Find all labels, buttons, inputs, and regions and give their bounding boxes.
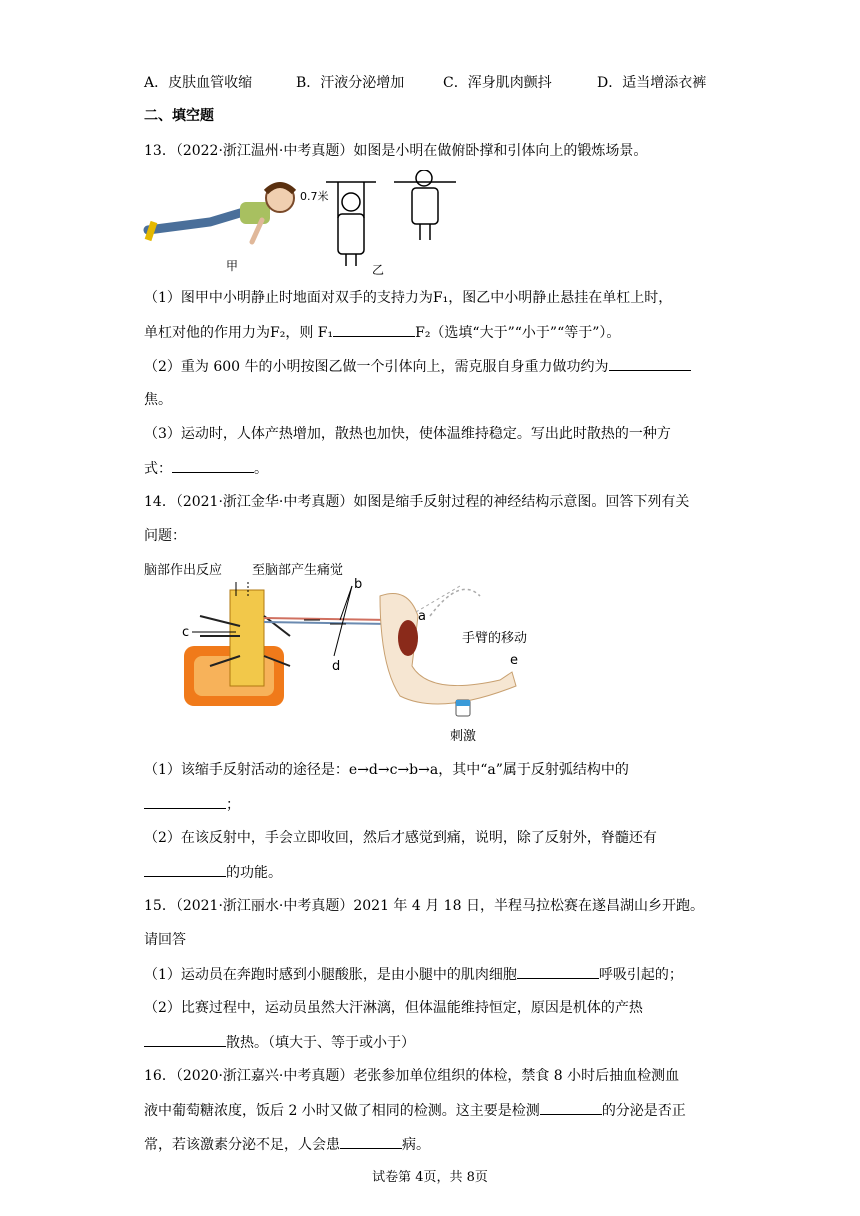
q16-blank-1[interactable] [540,1100,602,1115]
q14-p1-line1: （1）该缩手反射活动的途径是：e→d→c→b→a，其中“a”属于反射弧结构中的 [144,762,629,778]
pullup-figure-1 [326,182,376,266]
q13-blank-3[interactable] [172,458,254,473]
q15-p2-text: 散热。（填大于、等于或小于） [226,1035,415,1051]
q16-stem-line2 [144,1100,686,1121]
fig-label-c: c [182,625,190,640]
q13-p1-text-b: F₂（选填“大于”“小于”“等于”）。 [415,325,621,341]
fig-brain-response: 脑部作出反应 [144,563,223,578]
label-yi: 乙 [372,263,385,277]
fig-arm-move: 手臂的移动 [462,631,528,646]
q15-p2-line2 [144,1032,415,1053]
option-a: A．皮肤血管收缩 [144,75,253,91]
q14-p2-line1: （2）在该反射中，手会立即收回，然后才感觉到痛，说明，除了反射外，脊髓还有 [144,830,657,846]
q14-blank-2[interactable] [144,862,226,877]
q14-blank-1[interactable] [144,794,226,809]
section-title: 二、填空题 [144,108,214,124]
q15-p1 [144,964,683,985]
q13-p3-line1: （3）运动时，人体产热增加，散热也加快，使体温维持稳定。写出此时散热的一种方 [144,426,671,442]
label-jia: 甲 [226,259,239,273]
pullup-figure-2 [394,170,456,240]
page-footer: 试卷第 4页，共 8页 [372,1170,488,1185]
fig-label-d: d [332,659,341,674]
q13-stem: 13．（2022·浙江温州·中考真题）如图是小明在做俯卧撑和引体向上的锻炼场景。 [144,143,648,159]
q16-text-d: 病。 [402,1137,430,1153]
q16-text-c: 常，若该激素分泌不足，人会患 [144,1137,340,1153]
q16-blank-2[interactable] [340,1134,402,1149]
fig-label-e: e [510,653,518,668]
q16-text-a: 液中葡萄糖浓度，饭后 2 小时又做了相同的检测。这主要是检测 [144,1103,540,1119]
q13-p1-line2 [144,322,620,343]
q13-blank-1[interactable] [333,322,415,337]
q15-stem-line1: 15．（2021·浙江丽水·中考真题）2021 年 4 月 18 日，半程马拉松赛在遂昌湖山乡开跑。 [144,898,704,914]
height-label: 0.7米 [300,190,329,203]
q14-p1-text: ； [226,797,240,813]
q13-figure [140,170,470,280]
q14-reflex-figure [140,556,560,748]
q15-p1-text-b: 呼吸引起的； [598,967,683,983]
q13-p2-text: （2）重为 600 牛的小明按图乙做一个引体向上，需克服自身重力做功约为 [144,359,609,375]
spinal-cord-illustration [184,590,290,706]
q13-p3-line2 [144,458,268,479]
q13-p3-text-a: 式： [144,461,172,477]
q15-p2-line1: （2）比赛过程中，运动员虽然大汗淋漓，但体温能维持恒定，原因是机体的产热 [144,1000,643,1016]
q13-p2-line2: 焦。 [144,392,172,408]
q13-p2-line1 [144,356,691,377]
option-b: B．汗液分泌增加 [296,75,405,91]
q13-p3-text-b: 。 [254,461,268,477]
q14-p2-line2 [144,862,282,883]
fig-to-brain: 至脑部产生痛觉 [252,563,344,578]
q16-stem-line1: 16．（2020·浙江嘉兴·中考真题）老张参加单位组织的体检，禁食 8 小时后抽血检测血 [144,1068,680,1084]
q15-blank-2[interactable] [144,1032,226,1047]
q14-p2-text: 的功能。 [226,865,282,881]
q13-p1-line1: （1）图甲中小明静止时地面对双手的支持力为F₁，图乙中小明静止悬挂在单杠上时， [144,290,673,306]
option-c: C．浑身肌肉颤抖 [443,75,552,91]
option-d: D．适当增添衣裤 [597,75,707,91]
pushup-person-illustration [148,184,294,242]
q14-p1-line2 [144,794,240,815]
q13-p1-text-a: 单杠对他的作用力为F₂，则 F₁ [144,325,334,341]
q16-text-b: 的分泌是否正 [601,1103,686,1119]
q15-blank-1[interactable] [517,964,599,979]
q15-p1-text-a: （1）运动员在奔跑时感到小腿酸胀，是由小腿中的肌肉细胞 [144,967,517,983]
fig-label-b: b [354,577,363,592]
fig-label-a: a [418,609,426,624]
cup-icon [456,700,470,716]
q13-blank-2[interactable] [609,356,691,371]
q14-stem-line2: 问题： [144,528,186,544]
q15-stem-line2: 请回答 [144,932,186,948]
q16-stem-line3 [144,1134,430,1155]
fig-stimulus: 刺激 [450,729,477,744]
q14-stem-line1: 14．（2021·浙江金华·中考真题）如图是缩手反射过程的神经结构示意图。回答下列有关 [144,494,690,510]
